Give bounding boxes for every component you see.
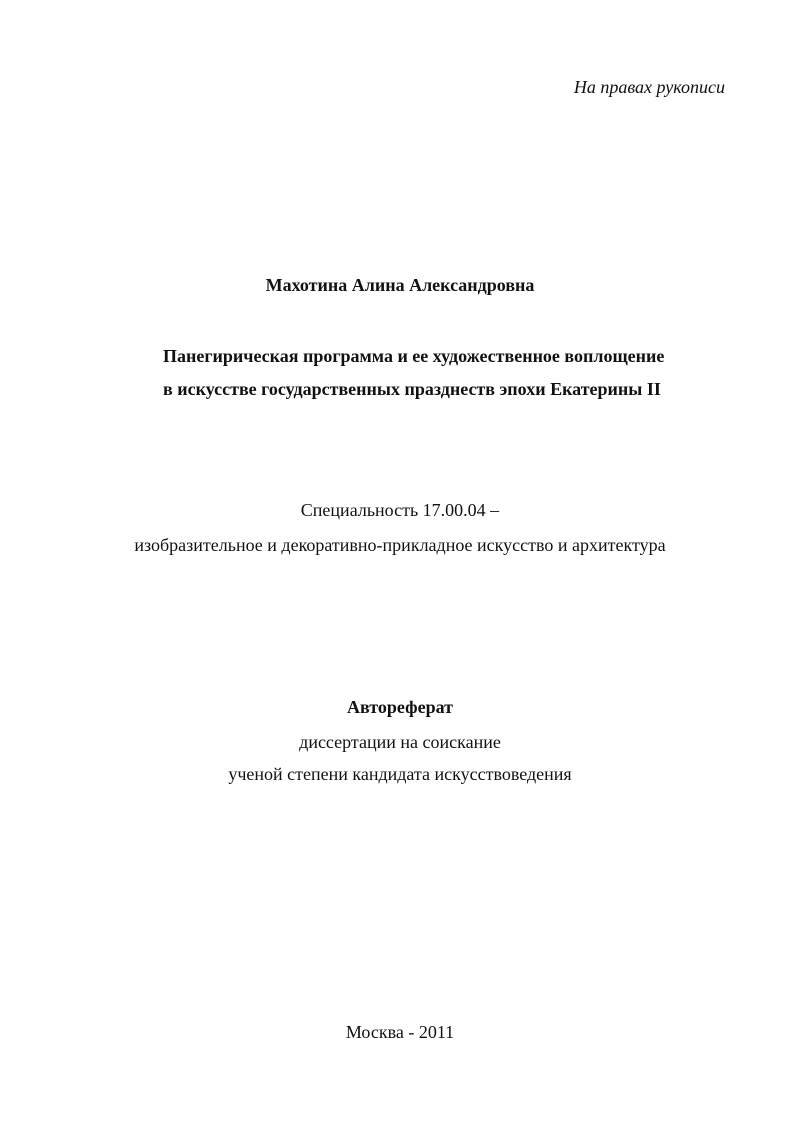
- title-line-1: Панегирическая программа и ее художественное воплощение: [163, 346, 665, 366]
- dissertation-title: [163, 340, 664, 406]
- document-type-label: Автореферат: [347, 697, 453, 717]
- rights-note: На правах рукописи: [573, 77, 725, 97]
- specialty-code: Специальность 17.00.04 –: [300, 500, 500, 520]
- title-line-2: в искусстве государственных празднеств эпохи Екатерины II: [163, 379, 661, 399]
- document-purpose-line-2: ученой степени кандидата искусствоведения: [228, 764, 572, 784]
- place-and-year: Москва - 2011: [345, 1022, 455, 1042]
- specialty-name: изобразительное и декоративно-прикладное искусство и архитектура: [134, 535, 666, 555]
- document-purpose-line-1: диссертации на соискание: [299, 732, 501, 752]
- author-name: Махотина Алина Александровна: [265, 275, 535, 295]
